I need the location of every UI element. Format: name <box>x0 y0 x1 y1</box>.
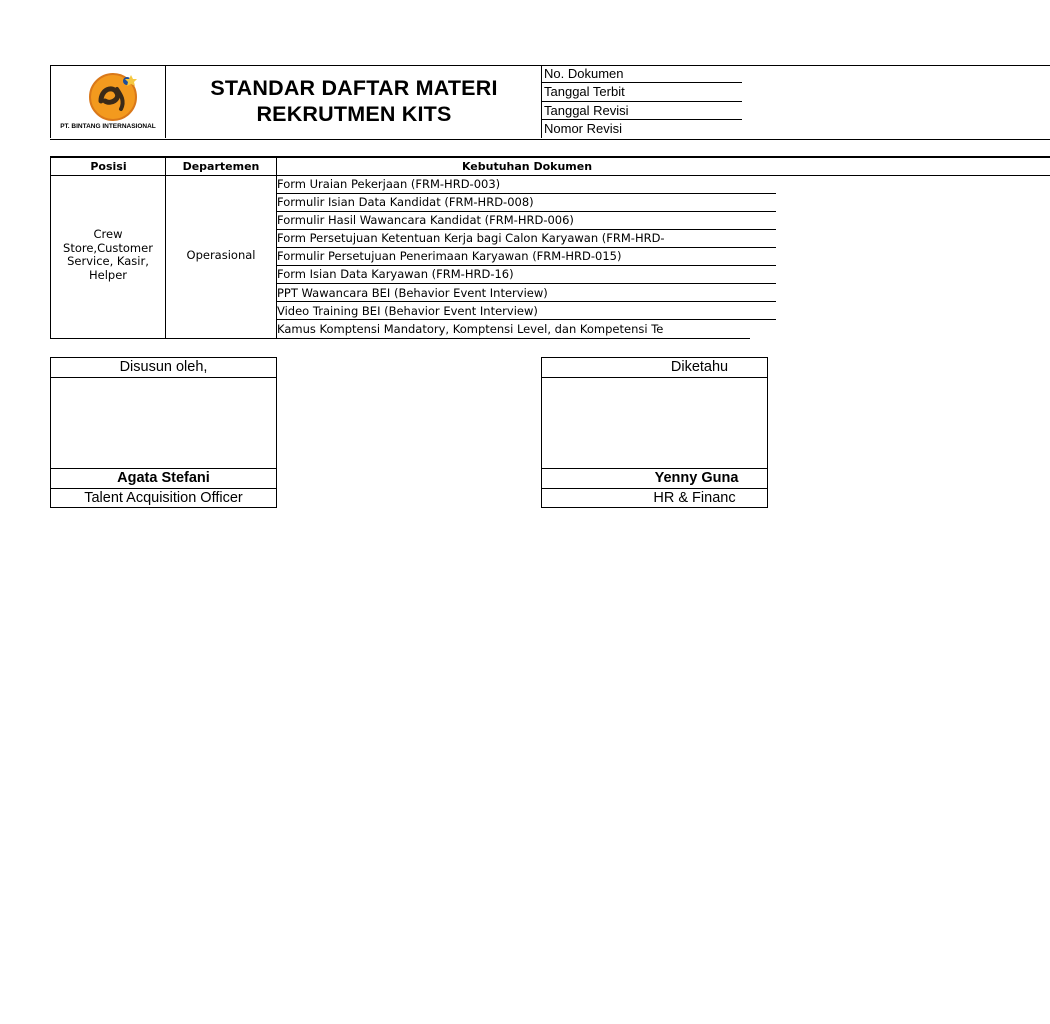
signature-role: Talent Acquisition Officer <box>84 490 243 506</box>
header-posisi: Posisi <box>90 160 127 173</box>
signature-role-text: HR & Financ <box>653 490 736 506</box>
signature-name-text: Yenny Guna <box>654 470 739 486</box>
posisi-line: Service, Kasir, <box>67 254 149 268</box>
document-item: Video Training BEI (Behavior Event Interview) <box>277 304 538 318</box>
document-item: Form Persetujuan Ketentuan Kerja bagi Calon Karyawan (FRM-HRD- <box>277 231 665 245</box>
page-title <box>166 75 542 127</box>
document-item: Kamus Komptensi Mandatory, Komptensi Level, dan Kompetensi Te <box>277 322 664 336</box>
signature-block-prepared <box>50 357 277 508</box>
company-logo-icon <box>87 71 139 121</box>
posisi-line: Helper <box>88 267 128 282</box>
title-line-2: REKRUTMEN KITS <box>256 102 452 126</box>
signature-name <box>542 469 767 489</box>
signature-block-acknowledged <box>541 357 768 508</box>
cell-departemen: Operasional <box>186 248 256 262</box>
signature-space <box>542 378 767 469</box>
grid-line <box>50 338 750 339</box>
header-departemen: Departemen <box>182 160 260 173</box>
document-item: Formulir Isian Data Kandidat (FRM-HRD-008) <box>277 195 534 209</box>
signature-heading: Disusun oleh, <box>51 358 276 378</box>
signature-heading-text: Diketahu <box>670 359 729 375</box>
title-line-1: STANDAR DAFTAR MATERI <box>210 76 498 100</box>
document-item: Formulir Hasil Wawancara Kandidat (FRM-HRD-006) <box>277 213 574 227</box>
signature-space <box>51 378 276 469</box>
document-item: Form Isian Data Karyawan (FRM-HRD-16) <box>277 267 514 281</box>
document-item: Formulir Persetujuan Penerimaan Karyawan (FRM-HRD-015) <box>277 249 622 263</box>
signature-role <box>542 489 767 507</box>
meta-tanggal-terbit: Tanggal Terbit <box>542 83 742 101</box>
signature-name: Agata Stefani <box>51 469 276 489</box>
company-name: PT. BINTANG INTERNASIONAL <box>60 123 156 130</box>
posisi-line: Store,Customer <box>63 240 153 255</box>
cell-posisi <box>51 228 165 282</box>
posisi-line: Crew <box>93 227 123 241</box>
signature-heading <box>542 358 767 378</box>
document-item: PPT Wawancara BEI (Behavior Event Interview) <box>277 286 548 300</box>
logo-cell <box>50 65 166 138</box>
header-kebutuhan: Kebutuhan Dokumen <box>461 160 593 173</box>
document-meta <box>541 65 742 138</box>
meta-tanggal-revisi: Tanggal Revisi <box>542 102 742 120</box>
document-item: Form Uraian Pekerjaan (FRM-HRD-003) <box>277 177 501 191</box>
meta-nomor-revisi: Nomor Revisi <box>544 120 623 136</box>
meta-no-dokumen: No. Dokumen <box>542 65 742 83</box>
